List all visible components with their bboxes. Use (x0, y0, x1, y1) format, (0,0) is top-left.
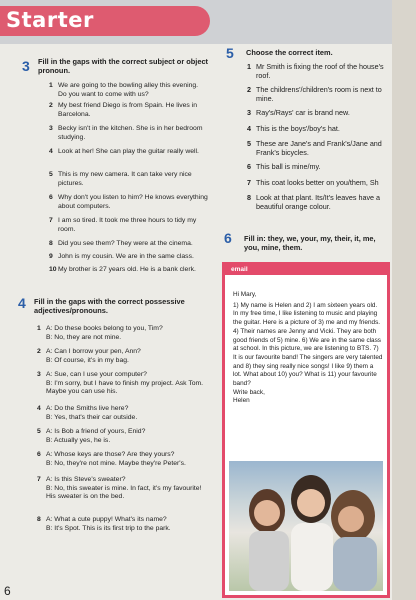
ex4-line-a: A: Can I borrow your pen, Ann? (46, 348, 141, 355)
ex5-item-number: 1 (247, 62, 251, 71)
ex3-item-number: 10 (49, 266, 57, 273)
ex3-item-text: My best friend Diego is from Spain. He lives in Barcelona. (58, 102, 198, 118)
ex3-item-number: 3 (49, 125, 53, 132)
ex4-line-b: B: No, this sweater is mine. In fact, it's my favourite! His sweater is on the bed. (46, 484, 202, 501)
ex5-item-text: Ray's/Rays' car is brand new. (256, 108, 350, 117)
ex4-line-a: A: Sue, can I use your computer? (46, 371, 147, 378)
ex3-item-number: 1 (49, 82, 53, 89)
ex3-item-number: 9 (49, 253, 53, 260)
ex4-item (37, 348, 210, 365)
ex5-item-text: Mr Smith is fixing the roof of the house's roof. (256, 62, 384, 80)
ex3-item-number: 2 (49, 102, 53, 109)
ex4-item-number: 2 (37, 348, 41, 355)
ex4-item (37, 371, 210, 397)
friends-photo (229, 461, 383, 591)
ex5-item-number: 8 (247, 193, 251, 202)
ex4-line-a: A: Is this Steve's sweater? (46, 476, 126, 483)
email-greeting: Hi Mary, (233, 291, 257, 298)
ex4-line-b: B: No, they're not mine. Maybe they're Peter's. (46, 459, 186, 467)
exercise-4-title: Fill in the gaps with the correct possessive adjectives/pronouns. (34, 297, 185, 315)
ex5-item (247, 124, 386, 134)
ex3-item (49, 253, 208, 262)
friends-photo-illustration (229, 461, 383, 591)
ex5-item-text: Look at that plant. Its/It's leaves have a beautiful orange colour. (256, 193, 381, 211)
ex5-item (247, 85, 386, 103)
ex4-item (37, 476, 210, 502)
ex3-item-text: John is my cousin. We are in the same class. (58, 253, 194, 260)
ex5-item-text: This is the boys'/boy's hat. (256, 124, 340, 133)
ex3-item-number: 8 (49, 240, 53, 247)
ex3-item-text: This is my new camera. It can take very nice pictures. (58, 171, 192, 187)
ex3-item (49, 102, 208, 119)
ex5-item-number: 4 (247, 124, 251, 133)
ex3-item-text: Look at her! She can play the guitar really well. (58, 148, 199, 155)
ex5-item-text: These are Jane's and Frank's/Jane and Frank's bicycles. (256, 139, 382, 157)
ex4-item (37, 451, 210, 468)
ex5-item (247, 108, 386, 118)
ex5-item-number: 7 (247, 178, 251, 187)
email-box (222, 262, 390, 598)
ex3-item-number: 6 (49, 194, 53, 201)
ex4-line-a: A: Do these books belong to you, Tim? (46, 325, 163, 332)
ex5-item-text: This coat looks better on you/them, Sh (256, 178, 379, 187)
ex4-line-a: A: Whose keys are those? Are they yours? (46, 451, 175, 458)
exercise-6-title: Fill in: they, we, your, my, their, it, me, you, mine, them. (244, 234, 376, 252)
ex4-item-number: 5 (37, 428, 41, 435)
ex3-item (49, 125, 208, 142)
page-title: Starter (6, 8, 94, 32)
ex3-item-number: 7 (49, 217, 53, 224)
ex3-item (49, 82, 208, 99)
ex3-item-text: My brother is 27 years old. He is a bank clerk. (58, 266, 196, 273)
ex4-item (37, 516, 210, 533)
ex4-item-number: 6 (37, 451, 41, 458)
ex5-item-number: 3 (247, 108, 251, 117)
ex5-item-text: This ball is mine/my. (256, 162, 321, 171)
ex4-item-number: 7 (37, 476, 41, 483)
email-header-bar (225, 265, 387, 275)
ex4-item (37, 428, 210, 445)
email-body (233, 291, 383, 406)
ex3-item-text: I am so tired. It took me three hours to tidy my room. (58, 217, 197, 233)
ex3-item (49, 240, 208, 249)
exercise-5-number: 5 (226, 45, 234, 61)
ex4-line-b: B: Actually yes, he is. (46, 436, 111, 444)
email-tab-label: email (231, 266, 248, 273)
ex3-item-number: 5 (49, 171, 53, 178)
exercise-6-number: 6 (224, 230, 232, 246)
ex3-item (49, 148, 208, 157)
ex3-item (49, 194, 208, 211)
ex4-line-a: A: What a cute puppy! What's its name? (46, 516, 167, 523)
ex4-item-number: 8 (37, 516, 41, 523)
ex5-item (247, 62, 386, 80)
email-signoff: Write back, (233, 388, 265, 396)
exercise-5-title: Choose the correct item. (246, 48, 333, 57)
ex4-line-b: B: I'm sorry, but I have to finish my project. Ask Tom. Maybe you can use his. (46, 379, 204, 396)
ex3-item (49, 266, 208, 275)
email-name: Helen (233, 397, 250, 405)
ex5-item-number: 5 (247, 139, 251, 148)
ex5-item-text: The childrens'/children's room is next to mine. (256, 85, 382, 103)
ex4-line-b: B: Yes, that's their car outside. (46, 413, 138, 421)
ex5-item-number: 2 (247, 85, 251, 94)
ex4-item (37, 405, 210, 422)
ex3-item-text: Did you see them? They were at the cinema. (58, 240, 193, 247)
ex4-item (37, 325, 210, 342)
ex3-item-text: Why don't you listen to him? He knows everything about computers. (58, 194, 208, 210)
ex5-item (247, 193, 386, 211)
ex4-item-number: 1 (37, 325, 41, 332)
next-page-edge (392, 0, 416, 600)
ex5-item (247, 162, 386, 172)
exercise-4-number: 4 (18, 295, 26, 311)
ex5-item (247, 139, 386, 157)
ex4-line-b: B: Of course, it's in my bag. (46, 356, 129, 364)
ex4-line-a: A: Do the Smiths live here? (46, 405, 129, 412)
email-text: 1) My name is Helen and 2) I am sixteen years old. In my free time, I like listening to music and playing the guitar. Here is a picture of 3) me and my friends. 4) Their names are Jenny and Vicki. They are both good friends of 5) mine. 6) We are in the same class at school. In this picture, we are listening to BTS. 7) It is our favourite band! The singers are very talented and 8) they sing really nice songs! I like 9) them a lot. What about 10) you? What is 11) your favourite band? (233, 301, 383, 388)
ex4-line-b: B: It's Spot. This is its first trip to the park. (46, 524, 171, 532)
ex5-item (247, 178, 386, 188)
ex4-line-b: B: No, they are not mine. (46, 333, 122, 341)
ex5-item-number: 6 (247, 162, 251, 171)
exercise-3-title: Fill in the gaps with the correct subject or object pronoun. (38, 57, 209, 75)
ex3-item-text: We are going to the bowling alley this evening. Do you want to come with us? (58, 82, 199, 98)
page-number: 6 (4, 584, 11, 598)
header (0, 0, 392, 44)
ex3-item-text: Becky isn't in the kitchen. She is in her bedroom studying. (58, 125, 203, 141)
ex3-item-number: 4 (49, 148, 53, 155)
ex3-item (49, 217, 208, 234)
ex3-item (49, 171, 208, 188)
ex4-item-number: 4 (37, 405, 41, 412)
ex4-line-a: A: Is Bob a friend of yours, Enid? (46, 428, 146, 435)
exercise-3-number: 3 (22, 58, 30, 74)
ex4-item-number: 3 (37, 371, 41, 378)
